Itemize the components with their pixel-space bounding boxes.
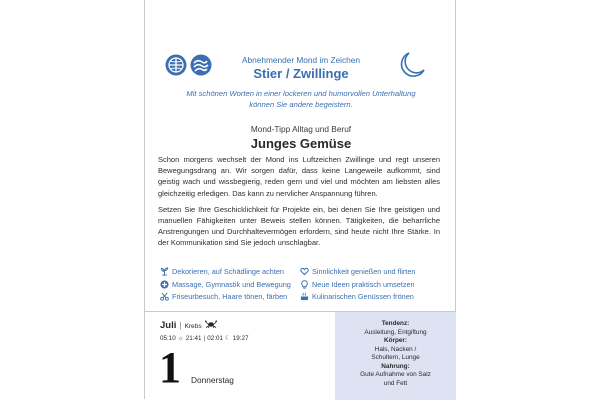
tip-text: Kulinarischen Genüssen frönen — [312, 292, 414, 301]
tip-item-culinary — [300, 291, 440, 303]
lightbulb-icon — [300, 280, 309, 289]
body-text — [158, 154, 440, 254]
earth-element-icon — [165, 54, 187, 76]
body-label: Körper: — [383, 337, 408, 344]
moonset-time: 19:27 — [232, 334, 249, 342]
sunset-time: 21:41 — [185, 334, 202, 342]
health-cross-icon — [160, 280, 169, 289]
tip-text: Neue Ideen praktisch umsetzen — [312, 279, 415, 289]
food-value-1: Gute Aufnahme von Salz — [360, 371, 431, 378]
activity-tips — [160, 266, 444, 303]
tip-item-decorating — [160, 266, 300, 278]
tip-item-ideas — [300, 279, 440, 291]
moon-signs: Stier / Zwillinge — [253, 66, 349, 81]
date-block — [145, 312, 335, 400]
zodiac-sign: Krebs — [184, 323, 202, 330]
sun-moon-times — [160, 334, 249, 342]
food-value-2: und Fett — [383, 379, 408, 387]
body-paragraph-2: Setzen Sie Ihre Geschicklichkeit für Projekte ein, bei denen Sie Ihre geistigen und manuellen Fähigkeiten unter Beweis stellen können. Tätigkeiten, die beharrliche Anstrengungen und Durchhaltevermögen erfordern, sind heute nicht Ihre Stärke. In der Kommunikation sind Sie jedoch unschlagbar. — [158, 204, 440, 248]
moon-heading — [195, 55, 407, 82]
heart-icon — [300, 267, 309, 276]
moon-subtitle: Abnehmender Mond im Zeichen — [241, 55, 361, 65]
plant-icon — [160, 267, 169, 276]
tendency-label: Tendenz: — [381, 320, 410, 327]
crab-icon — [205, 320, 217, 328]
cooking-icon — [300, 292, 309, 301]
divider: | — [203, 334, 206, 342]
calendar-footer — [145, 311, 456, 400]
food-label: Nahrung: — [381, 362, 410, 370]
tip-label: Mond-Tipp Alltag und Beruf — [250, 124, 352, 134]
tip-text: Sinnlichkeit genießen und flirten — [312, 267, 416, 276]
body-value-2: Schultern, Lunge — [371, 354, 420, 361]
tip-text: Friseurbesuch, Haare tönen, färben — [172, 292, 288, 301]
sunrise-time: 05:10 — [160, 334, 176, 342]
sun-icon: ☼ — [177, 334, 184, 342]
tendency-value: Ausleitung, Entgiftung — [364, 328, 427, 336]
month-name: Juli — [160, 320, 177, 331]
tip-item-hairdresser — [160, 291, 300, 303]
scissors-icon — [160, 292, 169, 301]
tip-item-flirting — [300, 266, 440, 278]
tip-text: Massage, Gymnastik und Bewegung — [172, 279, 291, 289]
moon-icon: ☾ — [224, 335, 231, 342]
calendar-page — [144, 0, 456, 399]
tip-item-massage — [160, 279, 300, 291]
separator: | — [179, 321, 182, 330]
weekday: Donnerstag — [191, 375, 234, 385]
tip-title: Junges Gemüse — [250, 136, 352, 151]
tip-text: Dekorieren, auf Schädlinge achten — [172, 267, 284, 276]
month-line — [160, 320, 217, 331]
waning-moon-icon — [397, 50, 427, 80]
tendency-panel — [335, 312, 456, 400]
motto-quote — [163, 88, 439, 110]
tip-heading — [145, 124, 457, 152]
moonrise-time: 02:01 — [207, 334, 223, 342]
quote-line-1: Mit schönen Worten in einer lockeren und humorvollen Unterhaltung — [186, 89, 416, 98]
day-number: 1 — [159, 343, 181, 392]
body-value-1: Hals, Nacken / — [374, 345, 417, 353]
quote-line-2: können Sie andere begeistern. — [249, 100, 353, 109]
body-paragraph-1: Schon morgens wechselt der Mond ins Luftzeichen Zwillinge und regt unseren Bewegungsdrang an. Wir sorgen dafür, dass keine Langeweile aufkommt, sind geistig wach und wissbegierig, reden gern und viel und möchten am liebsten alles gleichzeitig erledigen. Das kann zu nervlicher Anspannung führen. — [158, 155, 440, 198]
